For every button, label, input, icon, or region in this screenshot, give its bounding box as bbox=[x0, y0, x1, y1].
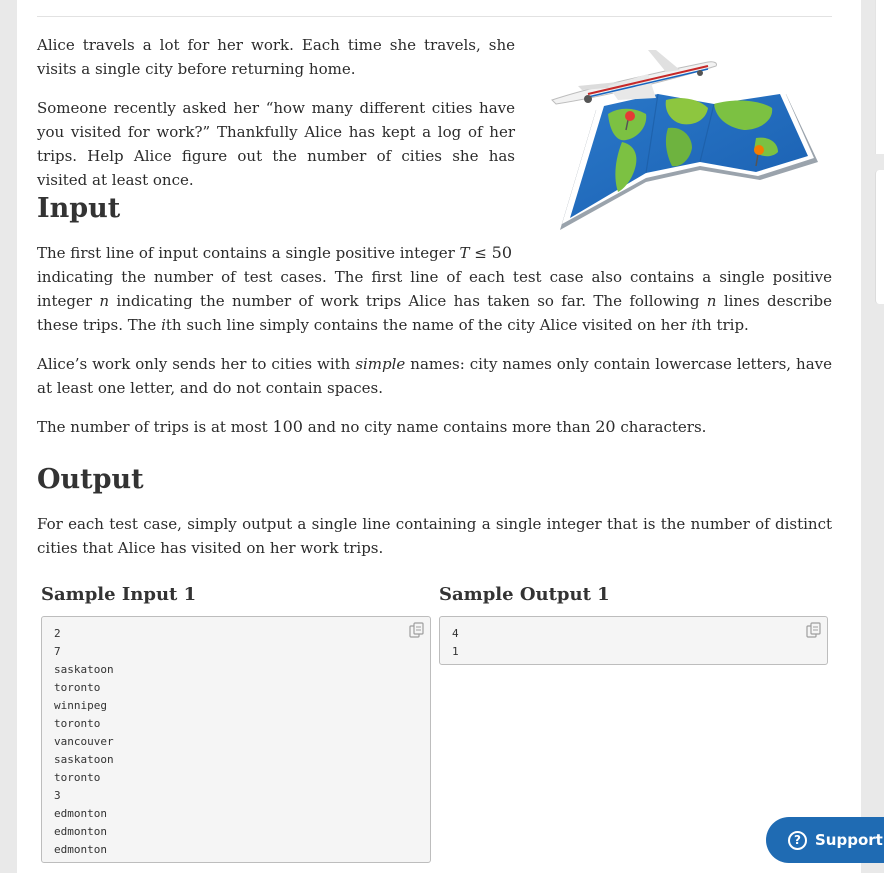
map-icon bbox=[560, 90, 818, 230]
input-paragraph-2: Alice’s work only sends her to cities with simple names: city names only contain lowercase letters, have at least one letter, and do not contain spaces. bbox=[37, 355, 832, 397]
output-heading: Output bbox=[37, 464, 144, 495]
sample-input-box[interactable] bbox=[41, 616, 431, 863]
input-heading: Input bbox=[37, 193, 121, 224]
statement-paragraph-2: Someone recently asked her “how many different cities have you visited for work?” Thankfully Alice has kept a log of her trips. Help Alice figure out the number of cities she has visited at least once. bbox=[37, 99, 515, 189]
sample-output-text[interactable]: 4 1 bbox=[452, 627, 459, 658]
support-label: Support bbox=[815, 831, 883, 849]
statement-paragraph-1: Alice travels a lot for her work. Each time she travels, she visits a single city before returning home. bbox=[37, 36, 515, 78]
sample-input-title: Sample Input 1 bbox=[41, 584, 197, 605]
question-circle-icon: ? bbox=[788, 831, 807, 850]
right-edge-tab bbox=[875, 170, 884, 304]
copy-icon[interactable] bbox=[408, 621, 426, 639]
sample-output-box[interactable] bbox=[439, 616, 828, 665]
sample-input-text[interactable]: 2 7 saskatoon toronto winnipeg toronto vancouver saskatoon toronto 3 edmonton edmonton edmonton bbox=[54, 627, 114, 856]
support-button[interactable] bbox=[766, 817, 884, 863]
input-paragraph-3: The number of trips is at most 100 and no city name contains more than 20 characters. bbox=[37, 417, 707, 436]
right-edge-panel bbox=[875, 0, 884, 154]
travel-map-illustration bbox=[548, 42, 820, 237]
input-paragraph-1: The first line of input contains a single positive integer T ≤ 50 indicating the number of test cases. The first line of each test case also contains a single positive integer n indicating the number of work trips Alice has taken so far. The following n lines describe these trips. The ith such line simply contains the name of the city Alice visited on her ith trip. bbox=[37, 243, 833, 334]
sample-output-title: Sample Output 1 bbox=[439, 584, 610, 605]
output-paragraph: For each test case, simply output a single line containing a single integer that is the number of distinct cities that Alice has visited on her work trips. bbox=[37, 515, 832, 557]
divider bbox=[37, 16, 832, 17]
copy-icon[interactable] bbox=[805, 621, 823, 639]
